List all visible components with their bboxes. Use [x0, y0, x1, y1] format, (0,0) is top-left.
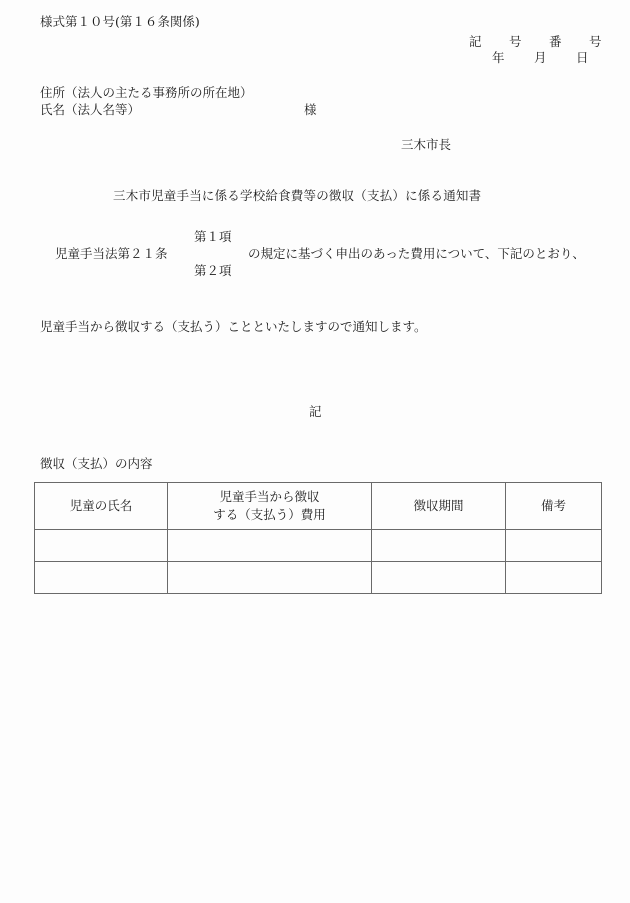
document-number-char: 号: [589, 34, 602, 49]
cell-child-name: [35, 530, 168, 562]
body-text-line-2: 児童手当から徴収する（支払う）ことといたしますので通知します。: [40, 319, 427, 334]
sender-title: 三木市長: [401, 137, 452, 152]
table-row: [35, 562, 602, 594]
cell-period: [372, 562, 506, 594]
document-number-char: 号: [509, 34, 522, 49]
collection-details-table: [34, 482, 602, 594]
recipient-honorific: 様: [304, 102, 317, 117]
ki-heading: 記: [309, 404, 322, 419]
date-day-label: 日: [576, 50, 589, 65]
column-header-cost: 児童手当から徴収 する（支払う）費用: [168, 483, 372, 530]
cell-cost: [168, 562, 372, 594]
document-number-char: 記: [469, 34, 482, 49]
recipient-address-label: 住所（法人の主たる事務所の所在地）: [40, 85, 253, 100]
section-heading: 徴収（支払）の内容: [40, 456, 153, 471]
cell-child-name: [35, 562, 168, 594]
document-date-line: [492, 52, 589, 65]
date-month-label: 月: [534, 50, 547, 65]
column-header-remarks: 備考: [506, 483, 602, 530]
recipient-name-label: 氏名（法人名等）: [40, 102, 141, 117]
document-number-line: [469, 36, 602, 49]
clause-option-2: 第２項: [194, 263, 232, 278]
table-header-row: [35, 483, 602, 530]
column-header-period: 徴収期間: [372, 483, 506, 530]
document-title: 三木市児童手当に係る学校給食費等の徴収（支払）に係る通知書: [113, 188, 482, 203]
column-header-child-name: 児童の氏名: [35, 483, 168, 530]
cell-remarks: [506, 562, 602, 594]
form-number: 様式第１０号(第１６条関係): [40, 14, 200, 29]
law-reference: 児童手当法第２１条: [55, 246, 168, 261]
date-year-label: 年: [492, 50, 505, 65]
table-row: [35, 530, 602, 562]
body-text-line-1: の規定に基づく申出のあった費用について、下記のとおり、: [248, 246, 585, 261]
document-number-char: 番: [549, 34, 562, 49]
cell-period: [372, 530, 506, 562]
cell-remarks: [506, 530, 602, 562]
clause-option-1: 第１項: [194, 229, 232, 244]
cell-cost: [168, 530, 372, 562]
